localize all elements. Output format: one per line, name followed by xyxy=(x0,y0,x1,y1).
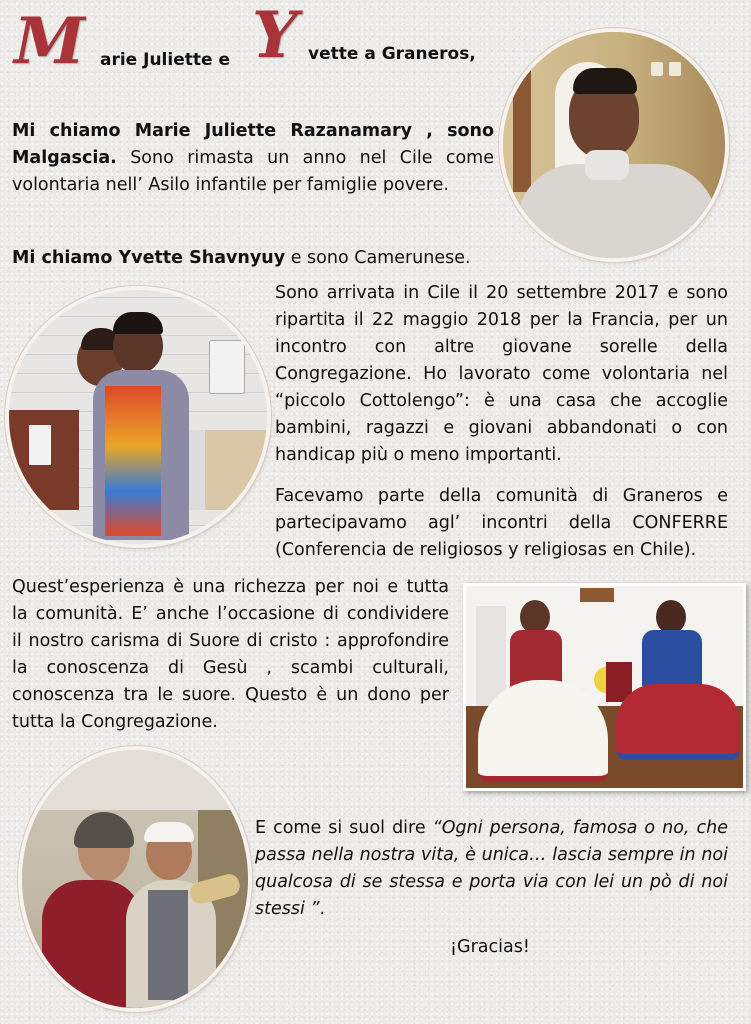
yvette-story: Sono arrivata in Cile il 20 settembre 2017 e sono ripartita il 22 maggio 2018 per la Francia, per un incontro con altre giovane sorelle della Congregazione. Ho lavorato come volontaria nel “piccolo Cottolengo”: è una casa che accoglie bambini, ragazzi e giovani abbandonati o con handicap più o meno importanti. xyxy=(275,283,728,465)
intro-yvette-rest: e sono Camerunese. xyxy=(285,248,471,268)
intro-marie-juliette xyxy=(12,118,494,199)
photo-dancers xyxy=(463,583,746,791)
title-part1: arie Juliette e xyxy=(100,50,230,70)
intro-yvette xyxy=(12,245,494,272)
gracias: ¡Gracias! xyxy=(450,937,530,957)
title-part2: vette a Graneros, xyxy=(308,44,476,64)
community-paragraph: Facevamo parte della comunità di Graneros e partecipavamo agl’ incontri della CONFERRE (Conferencia de religiosos y religiosas en Chile). xyxy=(275,486,728,560)
quote-text: “Ogni persona, famosa o no, che passa nella nostra vita, è unica… lascia sempre in noi qualcosa di se stessa e porta via con lei un pò di noi stessi ” xyxy=(255,818,728,919)
photo-kitchen xyxy=(9,290,267,544)
quote-lead: E come si suol dire xyxy=(255,818,433,838)
title-initial-m: M xyxy=(14,4,85,79)
photo-two-sisters xyxy=(22,750,248,1008)
intro-yvette-bold: Mi chiamo Yvette Shavnyuy xyxy=(12,248,286,268)
photo-sister-portrait xyxy=(503,32,725,258)
closing-quote-paragraph xyxy=(255,815,728,923)
intro-marie-juliette-bold: Mi chiamo Marie Juliette Razanamary , sono Malgascia. xyxy=(12,121,494,168)
quote-end: . xyxy=(319,899,326,919)
intro-marie-juliette-rest: Sono rimasta un anno nel Cile come volontaria nell’ Asilo infantile per famiglie povere. xyxy=(12,148,494,195)
experience-paragraph: Quest’esperienza è una richezza per noi e tutta la comunità. E’ anche l’occasione di condividere il nostro carisma di Suore di cristo : approfondire la conoscenza di Gesù , scambi culturali, conoscenza tra le suore. Questo è un dono per tutta la Congregazione. xyxy=(12,577,449,732)
page-title xyxy=(14,0,494,80)
title-initial-y: Y xyxy=(252,0,298,73)
